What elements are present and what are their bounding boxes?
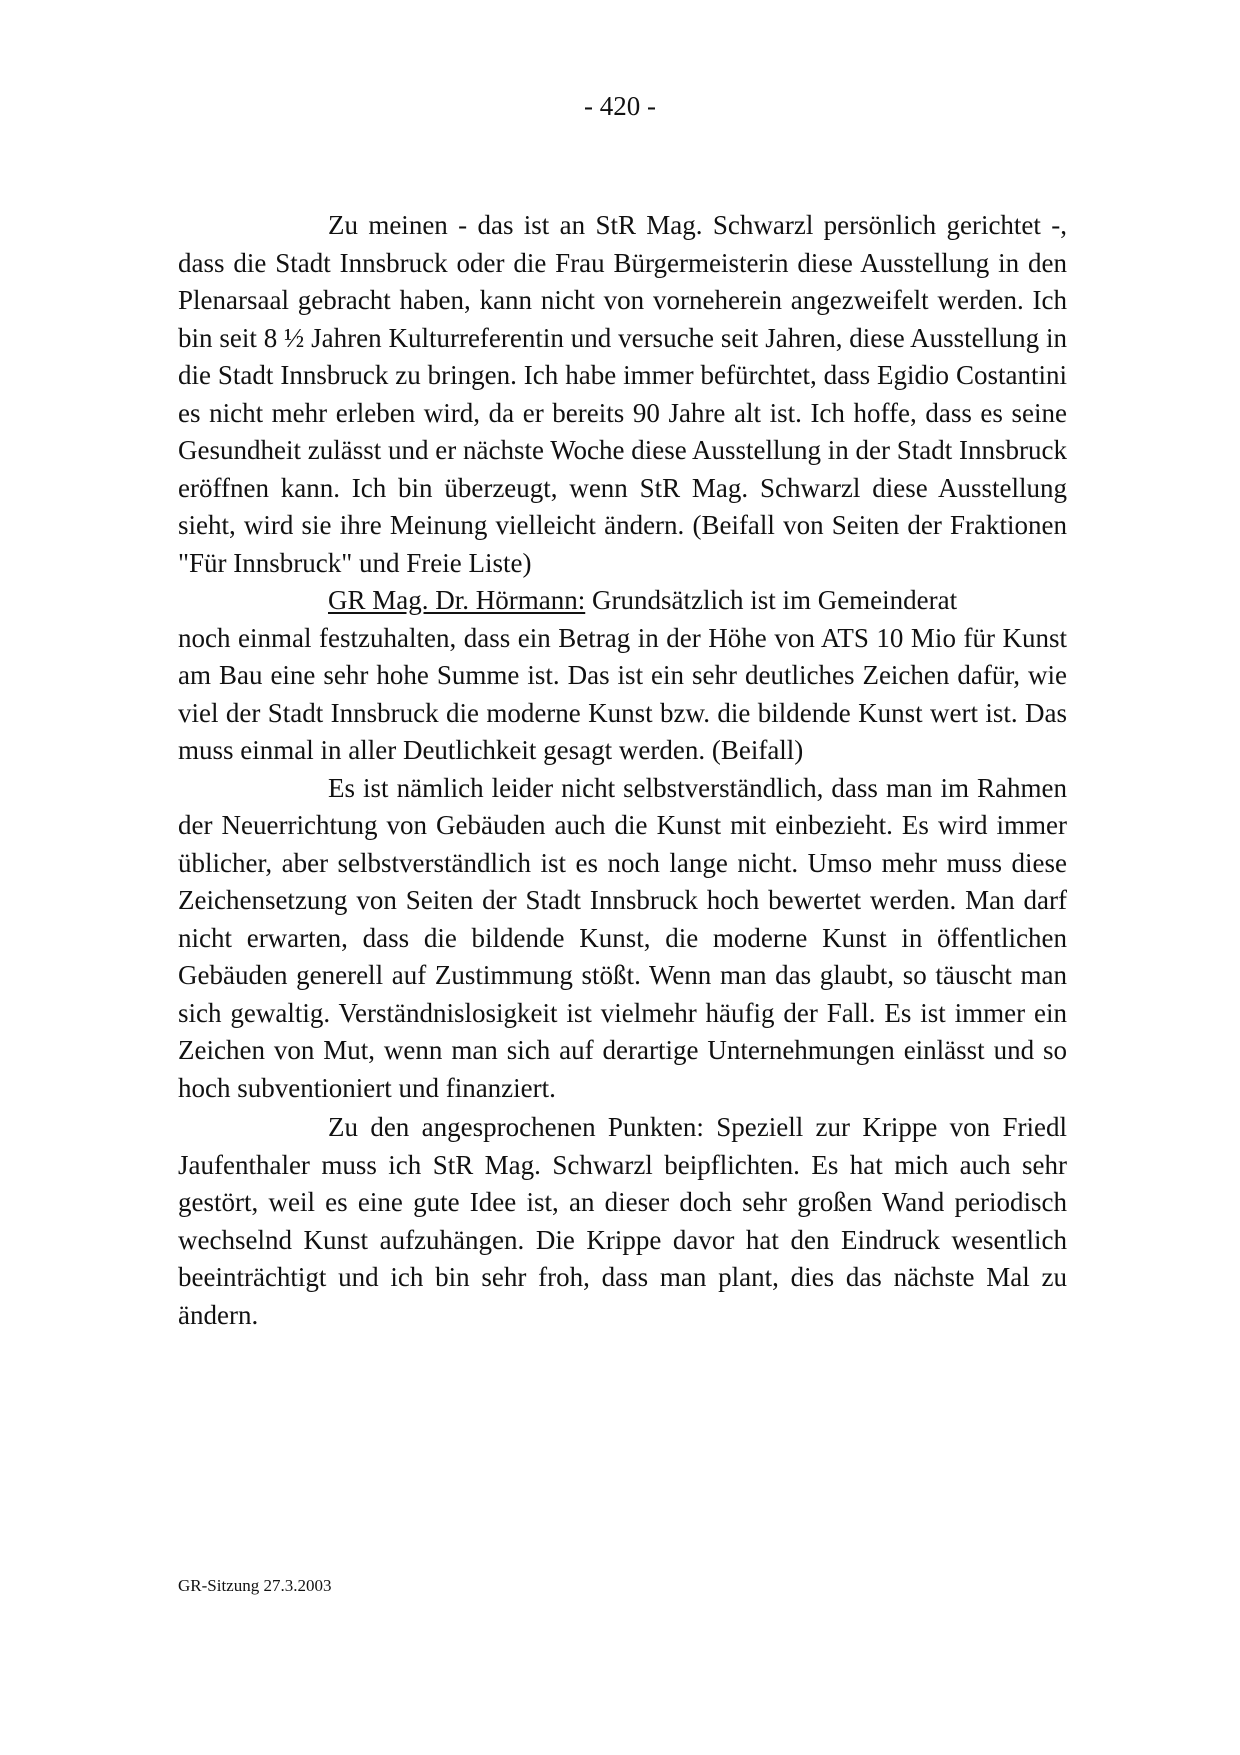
paragraph-1: Zu meinen - das ist an StR Mag. Schwarzl persönlich gerichtet -, dass die Stadt Innsbruck oder die Frau Bürgermeisterin diese Ausstellung in den Plenarsaal gebracht haben, kann nicht von vorneherein angezweifelt werden. Ich bin seit 8 ½ Jahren Kulturreferentin und versuche seit Jahren, diese Ausstellung in die Stadt Innsbruck zu bringen. Ich habe immer befürchtet, dass Egidio Costantini es nicht mehr erleben wird, da er bereits 90 Jahre alt ist. Ich hoffe, dass es seine Gesundheit zulässt und er nächste Woche diese Ausstellung in der Stadt Innsbruck eröffnen kann. Ich bin überzeugt, wenn StR Mag. Schwarzl diese Ausstellung sieht, wird sie ihre Meinung vielleicht ändern. (Beifall von Seiten der Fraktionen "Für Innsbruck" und Freie Liste) bbox=[178, 210, 1067, 578]
paragraph-3: Es ist nämlich leider nicht selbstverständlich, dass man im Rahmen der Neuerrichtung von Gebäuden auch die Kunst mit einbezieht. Es wird immer üblicher, aber selbstverständlich ist es noch lange nicht. Umso mehr muss diese Zeichensetzung von Seiten der Stadt Innsbruck hoch bewertet werden. Man darf nicht erwarten, dass die bildende Kunst, die moderne Kunst in öffentlichen Gebäuden generell auf Zustimmung stößt. Wenn man das glaubt, so täuscht man sich gewaltig. Verständnislosigkeit ist vielmehr häufig der Fall. Es ist immer ein Zeichen von Mut, wenn man sich auf derartige Unternehmungen einlässt und so hoch subventioniert und finanziert. bbox=[178, 772, 1067, 1103]
speaker-name: GR Mag. Dr. Hörmann: bbox=[328, 585, 586, 615]
paragraph-2 bbox=[178, 582, 1067, 620]
paragraph-4: Zu den angesprochenen Punkten: Speziell zur Krippe von Friedl Jaufenthaler muss ich StR Mag. Schwarzl beipflichten. Es hat mich auch sehr gestört, weil es eine gute Idee ist, an dieser doch sehr großen Wand periodisch wechselnd Kunst aufzuhängen. Die Krippe davor hat den Eindruck wesentlich beeinträchtigt und ich bin sehr froh, dass man plant, dies das nächste Mal zu ändern. bbox=[178, 1112, 1067, 1330]
page-number: - 420 - bbox=[584, 91, 656, 121]
paragraph-2-continued: noch einmal festzuhalten, dass ein Betrag in der Höhe von ATS 10 Mio für Kunst am Bau eine sehr hohe Summe ist. Das ist ein sehr deutliches Zeichen dafür, wie viel der Stadt Innsbruck die moderne Kunst bzw. die bildende Kunst wert ist. Das muss einmal in aller Deutlichkeit gesagt werden. (Beifall) bbox=[178, 622, 1067, 765]
page-footer: GR-Sitzung 27.3.2003 bbox=[178, 1576, 332, 1595]
document-body bbox=[178, 207, 1067, 1334]
speaker-first-line: Grundsätzlich ist im Gemeinderat bbox=[585, 585, 958, 615]
